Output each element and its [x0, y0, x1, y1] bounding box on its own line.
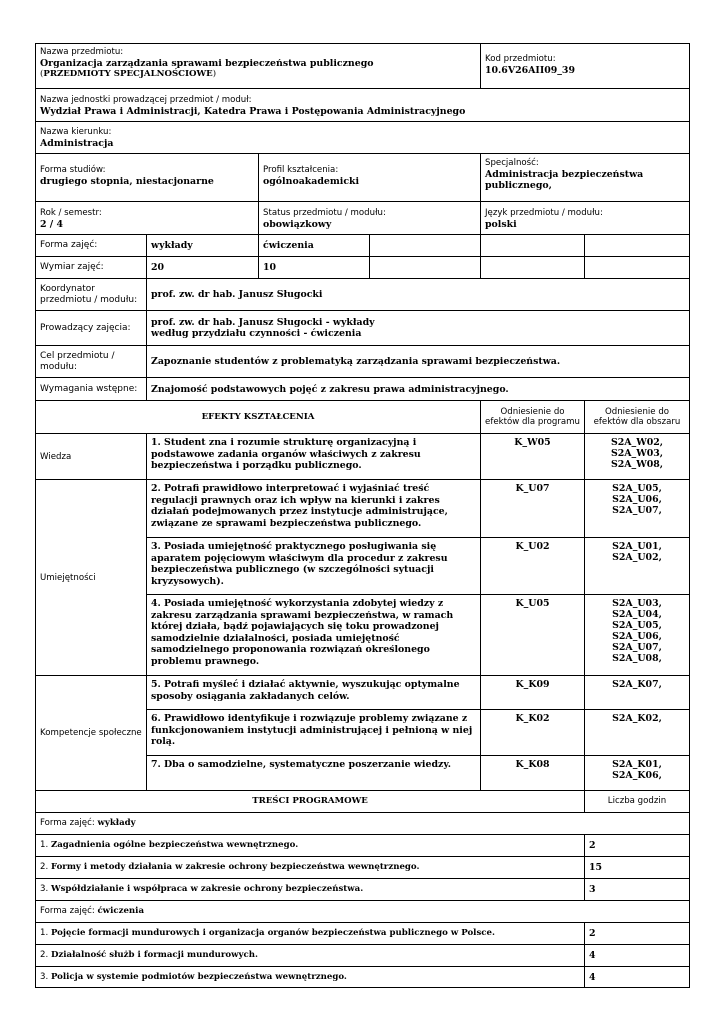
year-value: 2 / 4: [40, 218, 63, 230]
outcome-area-refs: S2A_U01, S2A_U02,: [612, 541, 662, 563]
coordinator-label: Koordynator przedmiotu / modułu:: [36, 279, 147, 310]
outcome-program-ref: K_K02: [481, 710, 585, 755]
outcome-row: [147, 434, 689, 479]
outcome-text: 1. Student zna i rozumie strukturę organizacyjną i podstawowe zadania organów właściwych z zakresu bezpieczeństwa i porządku publicznego.: [147, 434, 481, 479]
course-card: [35, 43, 690, 988]
unit-value: Wydział Prawa i Administracji, Katedra Prawa i Postępowania Administracyjnego: [40, 105, 466, 117]
content-title: TREŚCI PROGRAMOWE: [36, 791, 585, 812]
skills-group: [35, 479, 690, 675]
empty-cell: [481, 235, 585, 256]
goal-label: Cel przedmiotu / modułu:: [36, 346, 147, 377]
outcome-text: 6. Prawidłowo identyfikuje i rozwiązuje problemy związane z funkcjonowaniem instytucji administrującej i pełnioną w niej rolą.: [147, 710, 481, 755]
language-label: Język przedmiotu / modułu:: [485, 208, 603, 218]
requirements-label: Wymagania wstępne:: [36, 378, 147, 400]
outcome-program-ref: K_W05: [481, 434, 585, 479]
content-hours: 4: [589, 950, 596, 961]
subject-code: 10.6V26AII09_39: [485, 64, 575, 76]
outcome-area-refs: S2A_U03, S2A_U04, S2A_U05, S2A_U06, S2A_U07, S2A_U08,: [612, 598, 662, 664]
content-row: [35, 878, 690, 900]
content-item: 2. Formy i metody działania w zakresie ochrony bezpieczeństwa wewnętrznego.: [36, 857, 585, 878]
content-item: 3. Współdziałanie i współpraca w zakresie ochrony bezpieczeństwa.: [36, 879, 585, 900]
language-cell: [481, 202, 689, 234]
unit-cell: [36, 89, 689, 121]
outcome-row: [147, 709, 689, 755]
unit-row: [35, 88, 690, 121]
outcomes-title: EFEKTY KSZTAŁCENIA: [36, 401, 481, 433]
field-row: [35, 121, 690, 153]
field-cell: [36, 122, 689, 153]
content-row: [35, 922, 690, 944]
outcome-text: 7. Dba o samodzielne, systematyczne poszerzanie wiedzy.: [147, 756, 481, 790]
class-form-label: Forma zajęć:: [36, 235, 147, 256]
lecture-form-cell: [36, 813, 689, 834]
profile-label: Profil kształcenia:: [263, 165, 339, 175]
lecture-form-row: [35, 812, 690, 834]
class-form-exercises: ćwiczenia: [259, 235, 370, 256]
content-hours: 3: [589, 884, 596, 895]
teacher-lecture: prof. zw. dr hab. Janusz Sługocki - wykłady: [151, 317, 375, 328]
outcome-text: 2. Potrafi prawidłowo interpretować i wyjaśniać treść regulacji prawnych oraz ich wpływ na kierunki i zakres działań podejmowanych przez instytucje administrujące, związane ze sprawami bezpieczeństwa publicznego.: [147, 480, 481, 537]
exercise-form-cell: [36, 901, 689, 922]
content-item: 1. Zagadnienia ogólne bezpieczeństwa wewnętrznego.: [36, 835, 585, 856]
empty-cell: [585, 235, 689, 256]
specialty-label: Specjalność:: [485, 158, 539, 168]
status-cell: [259, 202, 481, 234]
goal-row: [35, 345, 690, 377]
outcome-area-refs: S2A_U05, S2A_U06, S2A_U07,: [612, 483, 662, 516]
profile-cell: [259, 154, 481, 201]
unit-label: Nazwa jednostki prowadzącej przedmiot / moduł:: [40, 95, 252, 105]
outcomes-header-row: [35, 400, 690, 433]
outcome-area-refs: S2A_K01, S2A_K06,: [612, 759, 662, 781]
teachers-label: Prowadzący zajęcia:: [36, 311, 147, 345]
skills-label: Umiejętności: [36, 480, 147, 675]
exercise-form-label: Forma zajęć:: [40, 906, 95, 916]
outcome-row: [147, 537, 689, 594]
class-form-row: [35, 234, 690, 256]
content-hours: 15: [589, 862, 603, 873]
coordinator-value: prof. zw. dr hab. Janusz Sługocki: [151, 289, 323, 300]
empty-cell: [370, 235, 481, 256]
content-hours: 2: [589, 840, 596, 851]
requirements-value: Znajomość podstawowych pojęć z zakresu prawa administracyjnego.: [151, 383, 509, 395]
exercise-form-value: ćwiczenia: [97, 906, 145, 916]
hours-row: [35, 256, 690, 278]
knowledge-group: [35, 433, 690, 479]
subject-name-label: Nazwa przedmiotu:: [40, 47, 124, 57]
outcome-row: [147, 755, 689, 790]
knowledge-label: Wiedza: [36, 434, 147, 479]
subject-code-label: Kod przedmiotu:: [485, 54, 556, 64]
subject-name-cell: [36, 44, 481, 88]
requirements-row: [35, 377, 690, 400]
outcome-area-refs: S2A_K07,: [612, 679, 662, 690]
content-hours-header: Liczba godzin: [607, 796, 667, 806]
status-value: obowiązkowy: [263, 218, 332, 230]
lecture-form-label: Forma zajęć:: [40, 818, 95, 828]
specialty-value: Administracja bezpieczeństwa publicznego,: [485, 168, 644, 191]
hours-lecture: 20: [147, 257, 259, 278]
outcome-row: [147, 676, 689, 709]
class-form-lecture: wykłady: [147, 235, 259, 256]
content-item: 3. Policja w systemie podmiotów bezpieczeństwa wewnętrznego.: [36, 967, 585, 987]
study-form-cell: [36, 154, 259, 201]
outcome-text: 3. Posiada umiejętność praktycznego posługiwania się aparatem pojęciowym właściwym dla procedur z zakresu bezpieczeństwa publicznego (w szczególności sytuacji kryzysowych).: [147, 538, 481, 594]
content-row: [35, 856, 690, 878]
subject-group: (PRZEDMIOTY SPECJALNOŚCIOWE): [40, 68, 217, 79]
outcome-area-refs: S2A_W02, S2A_W03, S2A_W08,: [610, 437, 664, 470]
outcome-area-refs: S2A_K02,: [612, 713, 662, 724]
outcome-text: 5. Potrafi myśleć i działać aktywnie, wyszukując optymalne sposoby osiągania zakładanych celów.: [147, 676, 481, 709]
teacher-exercises: według przydziału czynności - ćwiczenia: [151, 328, 362, 339]
subject-row: [35, 43, 690, 88]
study-form-label: Forma studiów:: [40, 165, 106, 175]
content-item: 1. Pojęcie formacji mundurowych i organizacja organów bezpieczeństwa publicznego w Polsce.: [36, 923, 585, 944]
exercise-form-row: [35, 900, 690, 922]
empty-cell: [481, 257, 585, 278]
outcome-row: [147, 480, 689, 537]
outcome-text: 4. Posiada umiejętność wykorzystania zdobytej wiedzy z zakresu zarządzania sprawami bezpieczeństwa, w ramach której działa, bądź pojawiających się toku prowadzonej samodzielnie działalności, posiada umiejętność samodzielnego proponowania rozwiązań określonego problemu prawnego.: [147, 595, 481, 675]
year-label: Rok / semestr:: [40, 208, 102, 218]
language-value: polski: [485, 218, 517, 230]
teachers-row: [35, 310, 690, 345]
goal-value: Zapoznanie studentów z problematyką zarządzania sprawami bezpieczeństwa.: [151, 356, 561, 367]
outcome-program-ref: K_U05: [481, 595, 585, 675]
empty-cell: [585, 257, 689, 278]
outcome-program-ref: K_U02: [481, 538, 585, 594]
outcome-program-ref: K_K09: [481, 676, 585, 709]
content-row: [35, 966, 690, 988]
status-label: Status przedmiotu / modułu:: [263, 208, 386, 218]
outcomes-area-header: Odniesienie do efektów dla obszaru: [593, 406, 681, 427]
content-hours: 2: [589, 928, 596, 939]
profile-value: ogólnoakademicki: [263, 175, 360, 187]
teachers-cell: [147, 311, 689, 345]
year-cell: [36, 202, 259, 234]
competences-group: [35, 675, 690, 790]
outcome-row: [147, 594, 689, 675]
content-hours: 4: [589, 971, 596, 983]
content-row: [35, 944, 690, 966]
outcome-program-ref: K_K08: [481, 756, 585, 790]
year-row: [35, 201, 690, 234]
outcome-program-ref: K_U07: [481, 480, 585, 537]
study-form-value: drugiego stopnia, niestacjonarne: [40, 175, 214, 187]
outcomes-program-header: Odniesienie do efektów dla programu: [481, 401, 585, 433]
coordinator-row: [35, 278, 690, 310]
lecture-form-value: wykłady: [97, 818, 136, 828]
content-header-row: [35, 790, 690, 812]
subject-code-cell: [481, 44, 689, 88]
subject-name: Organizacja zarządzania sprawami bezpieczeństwa publicznego: [40, 57, 374, 69]
field-value: Administracja: [40, 137, 114, 149]
study-form-row: [35, 153, 690, 201]
content-item: 2. Działalność służb i formacji mundurowych.: [36, 945, 585, 966]
competences-label: Kompetencje społeczne: [36, 676, 147, 790]
empty-cell: [370, 257, 481, 278]
hours-exercises: 10: [259, 257, 370, 278]
specialty-cell: [481, 154, 689, 201]
content-row: [35, 834, 690, 856]
field-label: Nazwa kierunku:: [40, 127, 112, 137]
hours-label: Wymiar zajęć:: [36, 257, 147, 278]
